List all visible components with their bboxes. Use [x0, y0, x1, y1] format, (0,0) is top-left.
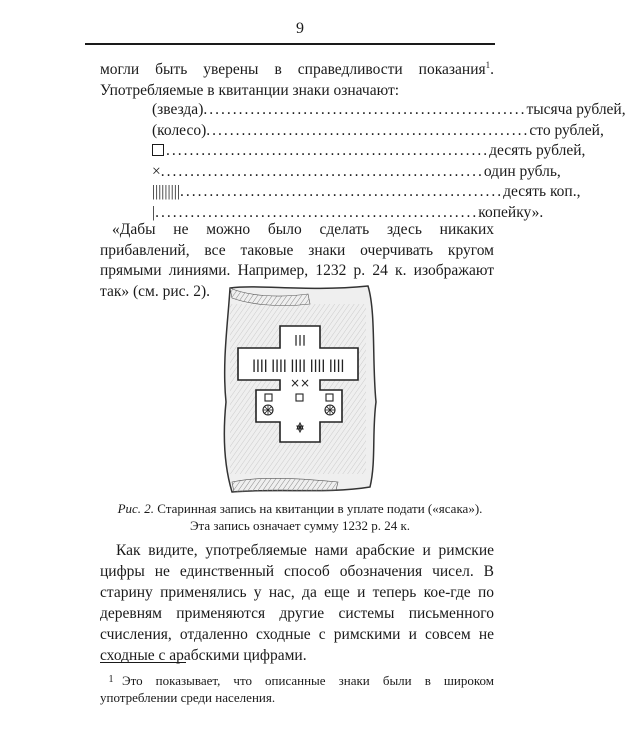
- page-number: 9: [296, 20, 304, 37]
- leader-dots: .......................................................: [179, 183, 504, 200]
- legend-meaning: сто рублей,: [529, 121, 604, 139]
- legend-meaning: десять рублей,: [489, 142, 586, 159]
- leader-dots: .......................................................: [206, 121, 530, 139]
- tally-crosses: ××: [289, 376, 311, 390]
- legend-symbol-bar: |: [152, 203, 156, 221]
- figure-label: Рис. 2.: [117, 501, 155, 516]
- tally-marks-top: |||: [293, 333, 307, 346]
- wheel-icon: [263, 405, 273, 415]
- header-rule: [85, 43, 495, 45]
- paragraph-intro-text: могли быть уверены в справедливости показания: [100, 61, 486, 78]
- paragraph-quote: «Дабы не можно было сделать здесь никаких прибавлений, все таковые знаки очерчивать кругом прямыми линиями. Например, 1232 р. 24 к. изображают так» (см. рис. 2).: [100, 221, 494, 300]
- paragraph-numerals: Как видите, употребляемые нами арабские и римские цифры не единственный способ обозначения чисел. В старину применялись у нас, да еще и теперь кое-где по деревням применяются другие системы письменного счисления, отдаленно сходные с римскими и совсем не сходные с арабскими цифрами.: [100, 542, 494, 664]
- legend-meaning: десять коп.,: [503, 183, 581, 200]
- caption-line-2: Эта запись означает сумму 1232 р. 24 к.: [189, 518, 411, 533]
- legend-row: [152, 141, 586, 162]
- legend-row: [152, 121, 604, 142]
- parchment-curl-bottom: [232, 478, 338, 492]
- footnote: [100, 671, 494, 706]
- paragraph-intro-text-after: . Употребляемые в квитанции знаки означают:: [100, 61, 494, 99]
- tally-marks-wide: |||| |||| |||| |||| ||||: [251, 358, 345, 372]
- figure-caption: [90, 500, 510, 534]
- legend-row: [152, 182, 581, 203]
- legend-symbol-cross: ×: [152, 162, 161, 180]
- footnote-reference: 1: [485, 59, 491, 70]
- legend-symbol-square-icon: [152, 141, 166, 162]
- legend-row: [152, 162, 561, 183]
- legend-symbol-wheel: (колесо): [152, 121, 207, 139]
- leader-dots: .......................................................: [166, 142, 490, 159]
- caption-line-1: [90, 500, 510, 517]
- legend-symbol-ten-bars: |||||||||: [152, 183, 180, 200]
- legend-row: [152, 100, 626, 121]
- receipt-illustration: [218, 282, 380, 497]
- legend-meaning: копейку».: [478, 203, 544, 221]
- legend-meaning: один рубль,: [483, 162, 561, 180]
- footnote-rule: [100, 662, 186, 663]
- footnote-text: Это показывает, что описанные знаки были в широком употреблении среди населения.: [100, 673, 494, 705]
- leader-dots: .......................................................: [203, 101, 527, 118]
- wheel-icon: [325, 405, 335, 415]
- symbol-legend: [152, 100, 626, 223]
- leader-dots: .......................................................: [155, 203, 479, 221]
- leader-dots: .......................................................: [160, 162, 484, 180]
- legend-meaning: тысяча рублей,: [526, 101, 626, 118]
- footnote-marker: 1: [108, 674, 114, 685]
- caption-text-1: Старинная запись на квитанции в уплате подати («ясака»).: [157, 501, 483, 516]
- legend-symbol-star: (звезда): [152, 101, 204, 118]
- paragraph-intro: [100, 60, 494, 101]
